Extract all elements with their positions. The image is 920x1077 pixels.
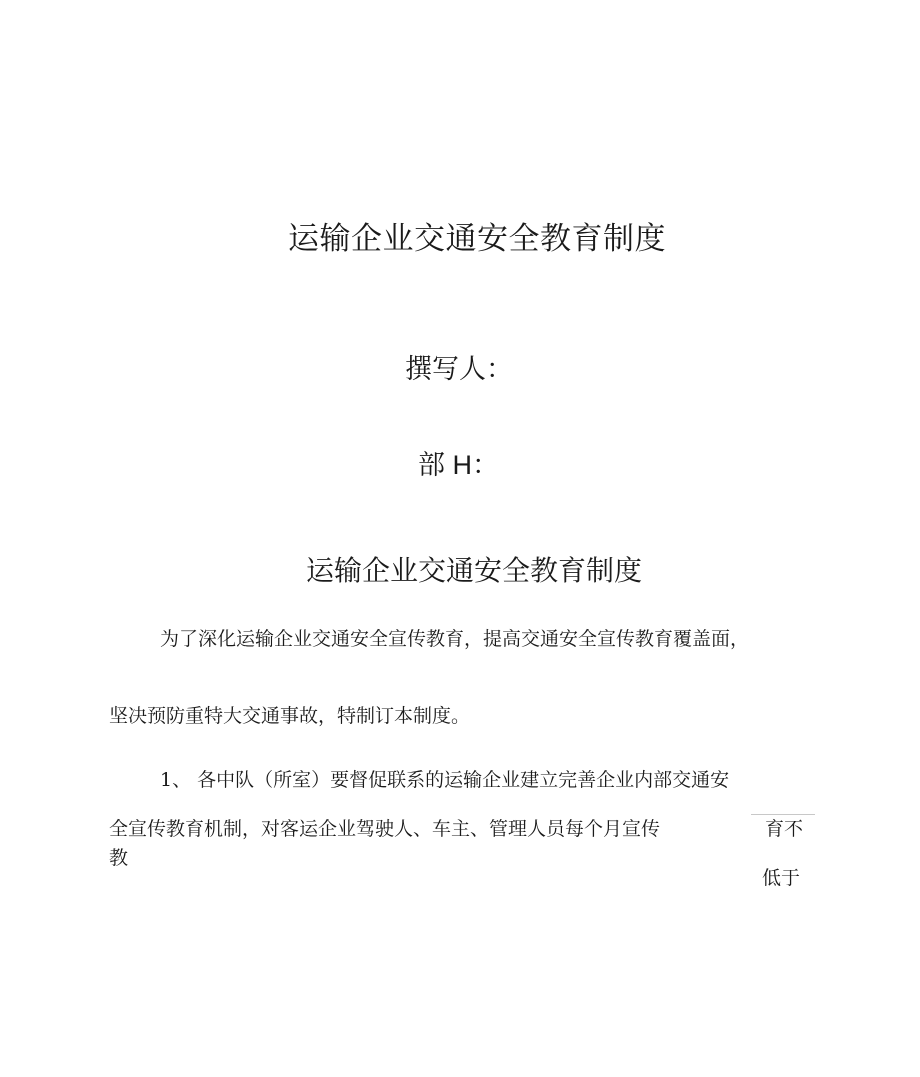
department-label: [418, 452, 499, 479]
department-label-cn: 部: [418, 450, 445, 481]
author-label: 撰写人：: [405, 354, 513, 385]
section-title: 运输企业交通安全教育制度: [306, 554, 643, 587]
item-1-line-2-wrap: 教: [109, 847, 129, 869]
fragment-text-1: 育不: [765, 818, 804, 840]
cover-title: 运输企业交通安全教育制度: [288, 221, 666, 257]
department-label-latin: H：: [445, 450, 499, 480]
fragment-text-2: 低于: [762, 867, 801, 889]
fragment-divider: [751, 814, 815, 815]
item-1-line-2: 全宣传教育机制，对客运企业驾驶人、车主、管理人员每个月宣传: [109, 818, 661, 840]
item-1-line-1: 1、 各中队（所室）要督促联系的运输企业建立完善企业内部交通安: [160, 769, 730, 791]
intro-paragraph-line-2: 坚决预防重特大交通事故，特制订本制度。: [109, 705, 471, 727]
intro-paragraph-line-1: 为了深化运输企业交通安全宣传教育，提高交通安全宣传教育覆盖面，: [160, 628, 750, 650]
